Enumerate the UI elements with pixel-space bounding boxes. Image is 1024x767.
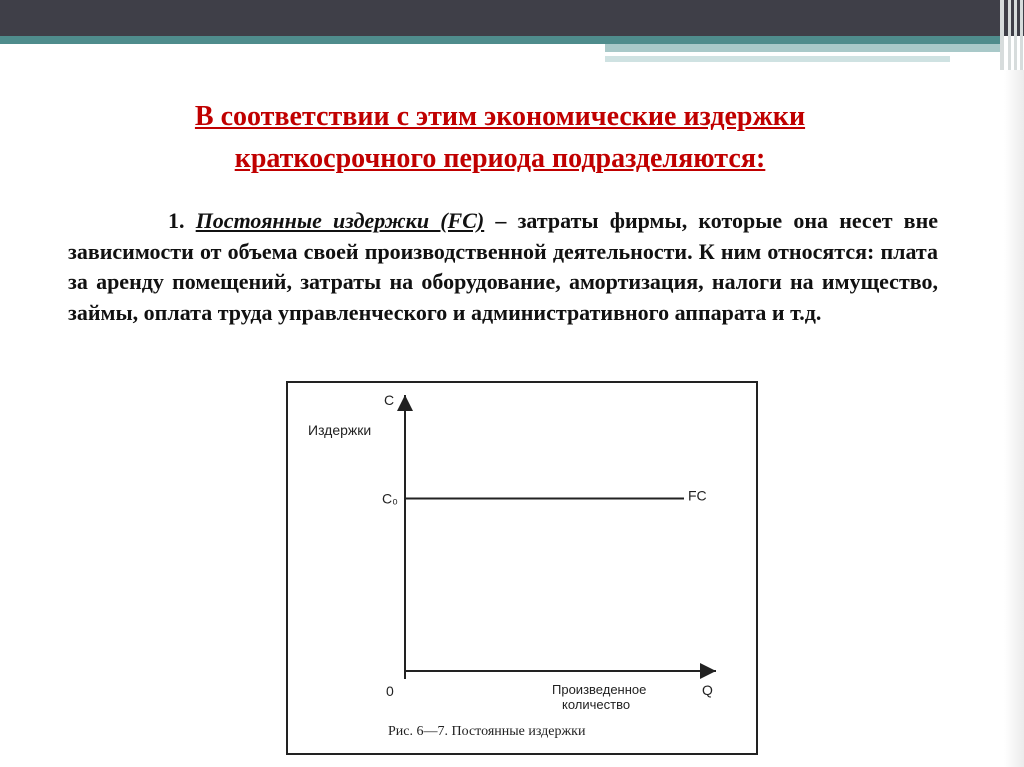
light-teal-accent-bar: [605, 44, 1000, 52]
y-tick-label: C₀: [382, 490, 398, 507]
title-line-1: В соответствии с этим экономические издержки: [194, 101, 806, 132]
decor-stripe: [1000, 0, 1004, 70]
pale-teal-accent-bar: [605, 56, 950, 62]
definition-paragraph: [68, 206, 938, 328]
item-number: 1.: [168, 208, 185, 233]
figure-caption: Рис. 6—7. Постоянные издержки: [388, 724, 586, 739]
teal-accent-bar: [0, 36, 1000, 44]
y-axis-symbol: C: [384, 392, 395, 408]
x-axis-symbol: Q: [702, 682, 713, 698]
right-edge-shadow: [1004, 70, 1024, 767]
y-axis-label: Издержки: [308, 422, 372, 438]
definition-text: – затраты фирмы, которые она несет вне зависимости от объема своей производственной деятельности. К ним относятся: плата за аренду помещений, затраты на оборудование, амортизация, налоги на имущество, займы, оплата труда управленческого и административного аппарата и т.д.: [68, 208, 939, 325]
fc-series-label: FC: [688, 487, 707, 504]
x-axis-label-line-1: Произведенное: [552, 682, 647, 697]
x-axis-label-line-2: количество: [562, 697, 631, 712]
title-line-2: краткосрочного периода подразделяются:: [234, 143, 766, 174]
chart-svg: [288, 383, 756, 753]
origin-label: 0: [386, 683, 394, 699]
decor-stripe: [1008, 0, 1011, 70]
term-fixed-costs: Постоянные издержки (FC): [195, 208, 485, 233]
top-dark-bar: [0, 0, 1024, 36]
fixed-cost-chart: [286, 381, 758, 755]
slide-title: [60, 96, 940, 180]
decor-stripe: [1014, 0, 1017, 70]
decor-stripe: [1020, 0, 1023, 70]
